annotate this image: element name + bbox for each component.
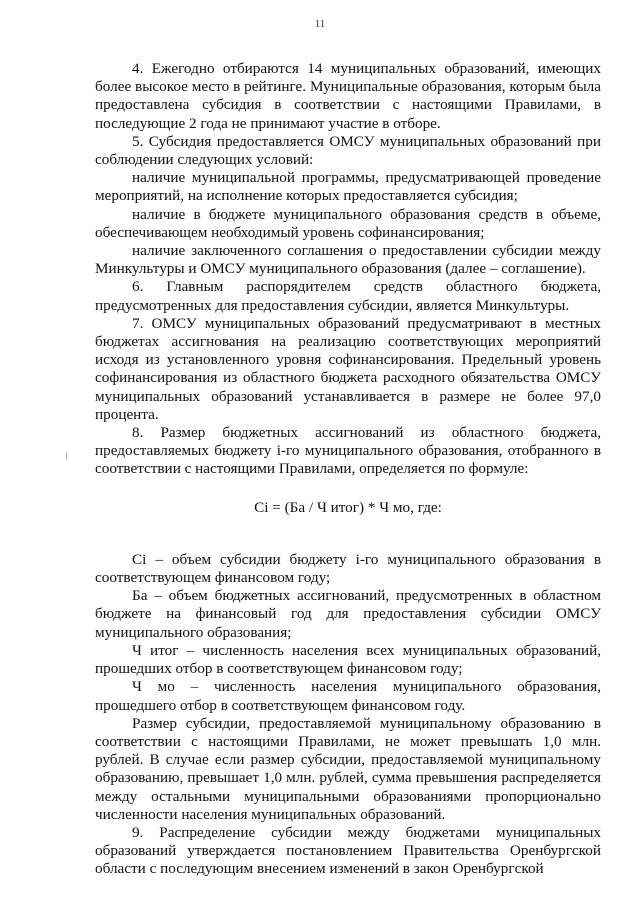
margin-mark <box>66 452 67 460</box>
page-number: 11 <box>314 18 326 30</box>
definition-ba: Ба – объем бюджетных ассигнований, предусмотренных в областном бюджете на финансовый год для предоставления субсидии ОМСУ муниципального образования; <box>95 587 601 641</box>
paragraph-4: 4. Ежегодно отбираются 14 муниципальных образований, имеющих более высокое место в рейтинге. Муниципальные образования, которым была предоставлена субсидия в соответствии с настоящими Правилами, в последующие 2 года не принимают участие в отборе. <box>95 60 601 132</box>
condition-program: наличие муниципальной программы, предусматривающей проведение мероприятий, на исполнение которых предоставляется субсидия; <box>95 169 601 205</box>
condition-agreement: наличие заключенного соглашения о предоставлении субсидии между Минкультуры и ОМСУ муниципального образования (далее – соглашение). <box>95 242 601 278</box>
paragraph-8: 8. Размер бюджетных ассигнований из областного бюджета, предоставляемых бюджету i-го муниципального образования, отобранного в соответствии с настоящими Правилами, определяется по формуле: <box>95 424 601 478</box>
paragraph-9: 9. Распределение субсидии между бюджетами муниципальных образований утверждается постановлением Правительства Оренбургской области с последующим внесением изменений в закон Оренбургской <box>95 823 601 878</box>
condition-budget: наличие в бюджете муниципального образования средств в объеме, обеспечивающем необходимый уровень софинансирования; <box>95 205 601 241</box>
document-body <box>95 60 601 879</box>
subsidy-formula: Ci = (Ба / Ч итог) * Ч мо, где: <box>254 498 442 516</box>
definition-ch-itog: Ч итог – численность населения всех муниципальных образований, прошедших отбор в соответствующем финансовом году; <box>95 641 601 678</box>
definition-ci: Ci – объем субсидии бюджету i-го муниципального образования в соответствующем финансовом году; <box>95 550 601 587</box>
paragraph-5: 5. Субсидия предоставляется ОМСУ муниципальных образований при соблюдении следующих условий: <box>95 132 601 169</box>
definition-ch-mo: Ч мо – численность населения муниципального образования, прошедшего отбор в соответствующем финансовом году. <box>95 678 601 714</box>
paragraph-6: 6. Главным распорядителем средств областного бюджета, предусмотренных для предоставления субсидии, является Минкультуры. <box>95 278 601 314</box>
paragraph-7: 7. ОМСУ муниципальных образований предусматривают в местных бюджетах ассигнования на реализацию соответствующих мероприятий исходя из установленного уровня софинансирования. Предельный уровень софинансирования из областного бюджета расходного обязательства ОМСУ муниципальных образований устанавливается в размере не более 97,0 процента. <box>95 314 601 423</box>
subsidy-limit-paragraph: Размер субсидии, предоставляемой муниципальному образованию в соответствии с настоящими Правилами, не может превышать 1,0 млн. рублей. В случае если размер субсидии, предоставляемой муниципальному образованию, превышает 1,0 млн. рублей, сумма превышения распределяется между остальными муниципальными образованиями пропорционально численности населения муниципальных образований. <box>95 714 601 823</box>
